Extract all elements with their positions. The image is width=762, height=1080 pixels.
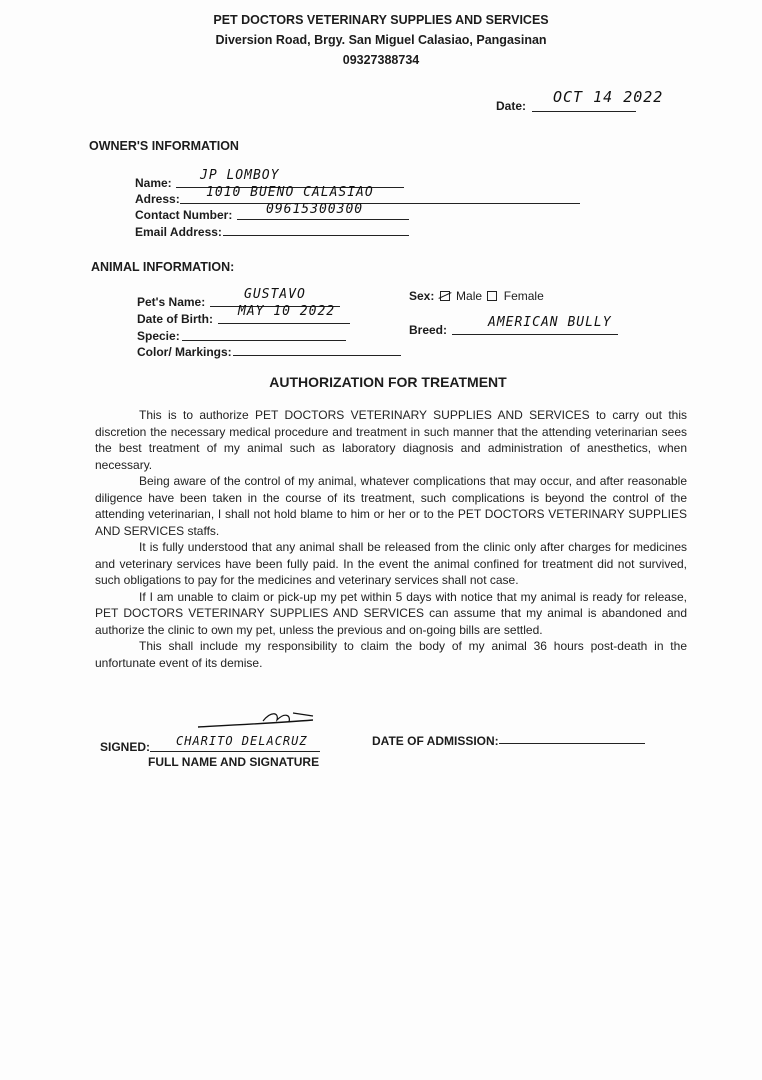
sex-label: Sex: [409,289,435,303]
owner-contact-line [237,219,409,220]
color-markings-line[interactable] [233,355,401,356]
sex-field [409,289,544,303]
dob-label: Date of Birth: [137,312,213,326]
date-label: Date: [496,99,527,113]
dob-line [218,323,350,324]
signed-label: SIGNED: [100,740,151,754]
animal-heading: ANIMAL INFORMATION: [91,260,235,274]
business-name: PET DOCTORS VETERINARY SUPPLIES AND SERVICES [213,13,549,27]
authorization-paragraph: This shall include my responsibility to claim the body of my animal 36 hours post-death in the unfortunate event of its demise. [95,639,687,670]
business-phone: 09327388734 [342,53,420,67]
signed-name-value[interactable]: CHARITO DELACRUZ [176,734,308,748]
pet-name-label: Pet's Name: [137,295,206,309]
owner-name-label: Name: [135,176,172,190]
specie-line[interactable] [182,340,346,341]
owner-address-value[interactable]: 1010 BUENO CALASIAO [206,185,374,200]
color-markings-label: Color/ Markings: [137,345,232,359]
specie-label: Specie: [137,329,180,343]
letterhead [0,10,762,70]
admission-date-label: DATE OF ADMISSION: [372,734,499,748]
sex-male-checkbox[interactable] [440,291,450,301]
owner-name-value[interactable]: JP LOMBOY [200,168,280,183]
owner-address-line [180,203,580,204]
breed-line [452,334,618,335]
dob-value[interactable]: MAY 10 2022 [238,304,336,319]
authorization-paragraph: This is to authorize PET DOCTORS VETERINARY SUPPLIES AND SERVICES to carry out this discretion the necessary medical procedure and treatment in such manner that the attending veterinarian sees the best treatment of my animal such as laboratory diagnosis and administration of anesthetics, when necessary. [95,408,687,472]
sex-female-label: Female [503,289,544,303]
breed-value[interactable]: AMERICAN BULLY [488,315,612,330]
owner-email-label: Email Address: [135,225,222,239]
authorization-body [95,407,687,671]
business-address: Diversion Road, Brgy. San Miguel Calasiao, Pangasinan [215,33,547,47]
admission-date-line[interactable] [499,743,645,744]
authorization-title: AUTHORIZATION FOR TREATMENT [269,374,507,390]
pet-name-value[interactable]: GUSTAVO [244,287,306,302]
authorization-paragraph: It is fully understood that any animal shall be released from the clinic only after charges for medicines and veterinary services have been fully paid. In the event the animal confined for treatment did not survived, such obligations to pay for the medicines and veterinary services shall not case. [95,540,687,587]
owner-contact-value[interactable]: 09615300300 [266,202,364,217]
owner-address-label: Adress: [135,192,180,206]
date-line [532,111,636,112]
date-value[interactable]: OCT 14 2022 [553,88,664,106]
owner-heading: OWNER'S INFORMATION [89,139,239,153]
signature-caption: FULL NAME AND SIGNATURE [148,755,320,769]
authorization-paragraph: Being aware of the control of my animal, whatever complications that may occur, and after reasonable diligence have been taken in the course of its treatment, such complications is beyond the control of the attending veterinarian, I shall not hold blame to him or her or to the PET DOCTORS VETERINARY SUPPLIES AND SERVICES staffs. [95,474,687,538]
owner-email-line[interactable] [223,235,409,236]
breed-label: Breed: [409,323,448,337]
owner-contact-label: Contact Number: [135,208,233,222]
signature-line [150,751,320,752]
sex-male-label: Male [456,289,483,303]
sex-female-checkbox[interactable] [487,291,497,301]
signature-scribble [195,709,320,733]
authorization-paragraph: If I am unable to claim or pick-up my pet within 5 days with notice that my animal is ready for release, PET DOCTORS VETERINARY SUPPLIES AND SERVICES can assume that my animal is abandoned and authorize the clinic to own my pet, unless the previous and on-going bills are settled. [95,589,687,637]
